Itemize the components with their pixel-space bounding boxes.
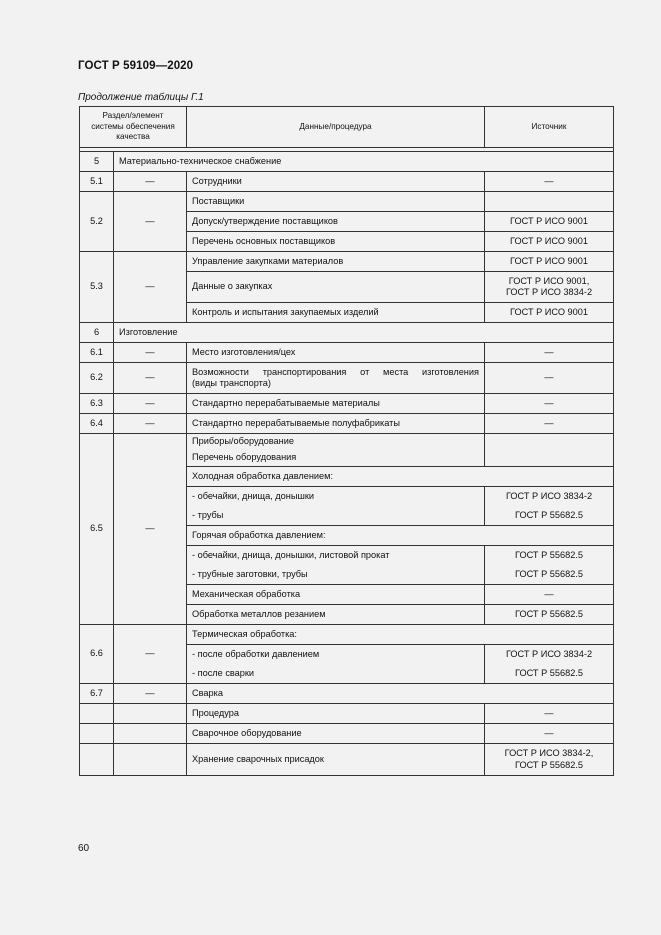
data-cell: Процедура	[187, 704, 485, 724]
item-number: 5.2	[80, 192, 114, 252]
data-cell: - обечайки, днища, донышки	[187, 487, 485, 507]
data-cell: Контроль и испытания закупаемых изделий	[187, 303, 485, 323]
data-cell: Управление закупками материалов	[187, 252, 485, 272]
data-cell: Механическая обработка	[187, 585, 485, 605]
table-row	[80, 434, 614, 451]
dash-cell: —	[114, 363, 187, 394]
table-row	[80, 394, 614, 414]
data-cell: Поставщики	[187, 192, 485, 212]
item-number: 6.4	[80, 414, 114, 434]
dash-cell: —	[114, 172, 187, 192]
source-cell: —	[485, 704, 614, 724]
empty-cell	[80, 724, 114, 744]
page-number: 60	[78, 843, 90, 854]
data-cell: Холодная обработка давлением:	[187, 467, 485, 487]
data-cell: Данные о закупках	[187, 272, 485, 303]
table-row	[80, 192, 614, 212]
source-cell	[485, 684, 614, 704]
empty-cell	[80, 744, 114, 776]
source-cell: ГОСТ Р ИСО 3834-2	[485, 487, 614, 507]
table-row	[80, 744, 614, 776]
source-cell: —	[485, 724, 614, 744]
data-cell: Обработка металлов резанием	[187, 605, 485, 625]
item-number: 6.7	[80, 684, 114, 704]
source-cell: ГОСТ Р ИСО 3834-2, ГОСТ Р 55682.5	[485, 744, 614, 776]
source-cell: ГОСТ Р 55682.5	[485, 565, 614, 585]
empty-cell	[114, 724, 187, 744]
dash-cell: —	[114, 394, 187, 414]
source-cell	[485, 192, 614, 212]
item-number: 5.3	[80, 252, 114, 323]
empty-cell	[114, 744, 187, 776]
dash-cell: —	[114, 343, 187, 363]
item-number: 6.2	[80, 363, 114, 394]
source-cell: —	[485, 414, 614, 434]
data-cell: Место изготовления/цех	[187, 343, 485, 363]
document-header: ГОСТ Р 59109—2020	[78, 60, 194, 72]
data-cell: Возможности транспортирования от места изготовления (виды транспорта)	[187, 363, 485, 394]
header-section: Раздел/элемент системы обеспечения качества	[80, 107, 187, 148]
source-cell: —	[485, 394, 614, 414]
table-row	[80, 414, 614, 434]
table-row	[80, 172, 614, 192]
dash-cell: —	[114, 252, 187, 323]
data-cell: Сварка	[187, 684, 485, 704]
item-number: 6.1	[80, 343, 114, 363]
data-table	[79, 106, 614, 776]
source-cell: ГОСТ Р 55682.5	[485, 506, 614, 526]
source-cell: ГОСТ Р 55682.5	[485, 664, 614, 684]
data-cell: - после сварки	[187, 664, 485, 684]
table-row	[80, 252, 614, 272]
data-cell: Допуск/утверждение поставщиков	[187, 212, 485, 232]
table-header-row	[80, 107, 614, 148]
table-row	[80, 704, 614, 724]
item-number: 6.6	[80, 625, 114, 684]
source-cell: ГОСТ Р 55682.5	[485, 546, 614, 566]
data-cell: Перечень основных поставщиков	[187, 232, 485, 252]
data-cell: - трубы	[187, 506, 485, 526]
table-row	[80, 363, 614, 394]
table-row	[80, 684, 614, 704]
data-cell: - обечайки, днища, донышки, листовой прокат	[187, 546, 485, 566]
data-cell: Стандартно перерабатываемые материалы	[187, 394, 485, 414]
header-data: Данные/процедура	[187, 107, 485, 148]
table-row	[80, 323, 614, 343]
dash-cell: —	[114, 625, 187, 684]
source-cell: ГОСТ Р ИСО 3834-2	[485, 645, 614, 665]
source-cell: ГОСТ Р 55682.5	[485, 605, 614, 625]
data-cell: Стандартно перерабатываемые полуфабрикаты	[187, 414, 485, 434]
source-cell	[485, 434, 614, 467]
section-title: Изготовление	[114, 323, 614, 343]
dash-cell: —	[114, 434, 187, 625]
section-number: 6	[80, 323, 114, 343]
table-row	[80, 343, 614, 363]
header-source: Источник	[485, 107, 614, 148]
data-cell: Перечень оборудования	[187, 450, 485, 467]
data-cell: - после обработки давлением	[187, 645, 485, 665]
empty-cell	[114, 704, 187, 724]
table-row	[80, 625, 614, 645]
source-cell: ГОСТ Р ИСО 9001	[485, 252, 614, 272]
item-number: 6.5	[80, 434, 114, 625]
section-number: 5	[80, 152, 114, 172]
table-row	[80, 724, 614, 744]
dash-cell: —	[114, 684, 187, 704]
data-cell: - трубные заготовки, трубы	[187, 565, 485, 585]
table-caption: Продолжение таблицы Г.1	[78, 92, 204, 103]
source-cell: —	[485, 172, 614, 192]
table-row	[80, 152, 614, 172]
source-cell	[485, 467, 614, 487]
dash-cell: —	[114, 414, 187, 434]
source-cell: ГОСТ Р ИСО 9001	[485, 232, 614, 252]
data-cell: Приборы/оборудование	[187, 434, 485, 451]
source-cell: —	[485, 343, 614, 363]
data-cell: Горячая обработка давлением:	[187, 526, 485, 546]
source-cell: ГОСТ Р ИСО 9001	[485, 212, 614, 232]
item-number: 6.3	[80, 394, 114, 414]
dash-cell: —	[114, 192, 187, 252]
source-cell	[485, 625, 614, 645]
data-cell: Термическая обработка:	[187, 625, 485, 645]
source-cell: ГОСТ Р ИСО 9001, ГОСТ Р ИСО 3834-2	[485, 272, 614, 303]
source-cell	[485, 526, 614, 546]
source-cell: —	[485, 585, 614, 605]
data-cell: Сотрудники	[187, 172, 485, 192]
source-cell: ГОСТ Р ИСО 9001	[485, 303, 614, 323]
data-cell: Хранение сварочных присадок	[187, 744, 485, 776]
source-cell: —	[485, 363, 614, 394]
empty-cell	[80, 704, 114, 724]
item-number: 5.1	[80, 172, 114, 192]
section-title: Материально-техническое снабжение	[114, 152, 614, 172]
data-cell: Сварочное оборудование	[187, 724, 485, 744]
